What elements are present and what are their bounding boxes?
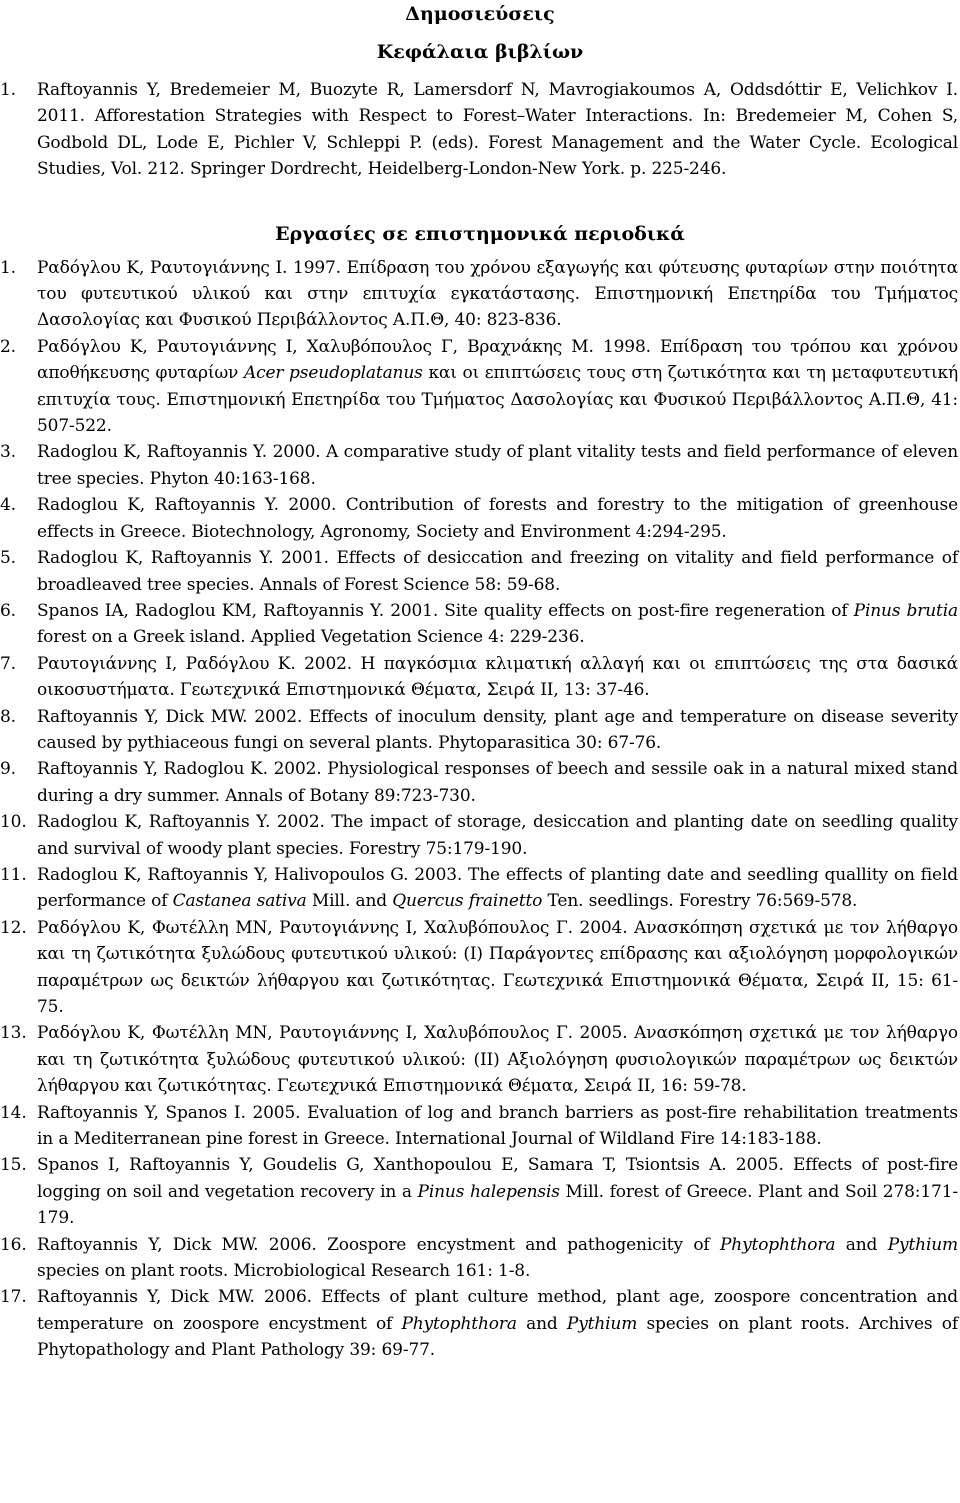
reference-text: Ραδόγλου Κ, Φωτέλλη ΜΝ, Ραυτογιάννης Ι, Χαλυβόπουλος Γ. 2005. Ανασκόπηση σχετικά με τον λήθαργο και τη ζωτικότητα ξυλώδους φυτευτικού υλικού: (ΙΙ) Αξιολόγηση φυσιολογικών παραμέτρων ως δεικτών λήθαργου και ζωτικότητας. Γεωτεχνικά Επιστημονικά Θέματα, Σειρά ΙΙ, 16: 59-78. bbox=[37, 1023, 958, 1097]
reference-item bbox=[0, 77, 960, 183]
reference-number: 7. bbox=[0, 653, 16, 674]
reference-text: Raftoyannis Y, Bredemeier M, Buozyte R, Lamersdorf N, Mavrogiakoumos A, Oddsdóttir E, Velichkov I. 2011. Afforestation Strategies with Respect to Forest–Water Interactions. In: Bredemeier M, Cohen S, Godbold DL, Lode E, Pichler V, Schleppi P. (eds). Forest Management and the Water Cycle. Ecological Studies, Vol. 212. Springer Dordrecht, Heidelberg-London-New York. p. 225-246. bbox=[37, 80, 958, 180]
reference-text: Raftoyannis Y, Dick MW. 2006. Effects of plant culture method, plant age, zoospore concentration and temperature on zoospore encystment of bbox=[37, 1287, 958, 1334]
reference-text: Raftoyannis Y, Radoglou K. 2002. Physiological responses of beech and sessile oak in a natural mixed stand during a dry summer. Annals of Botany 89:723-730. bbox=[37, 759, 958, 806]
reference-text: Ten. seedlings. Forestry 76:569-578. bbox=[542, 891, 858, 912]
reference-text: Ραδόγλου Κ, Ραυτογιάννης Ι, Χαλυβόπουλος Γ, Βραχνάκης Μ. 1998. Επίδραση του τρόπου και χρόνου αποθήκευσης φυταρίων bbox=[37, 336, 958, 384]
reference-item bbox=[0, 439, 960, 492]
reference-number: 14. bbox=[0, 1102, 27, 1123]
reference-item bbox=[0, 1232, 960, 1285]
reference-number: 8. bbox=[0, 706, 16, 727]
species-name-italic: Phytophthora bbox=[401, 1313, 517, 1334]
reference-item bbox=[0, 915, 960, 1021]
reference-number: 6. bbox=[0, 600, 16, 621]
reference-item bbox=[0, 1152, 960, 1231]
reference-text: Ραυτογιάννης Ι, Ραδόγλου Κ. 2002. Η παγκόσμια κλιματική αλλαγή και οι επιπτώσεις της στα δασικά οικοσυστήματα. Γεωτεχνικά Επιστημονικά Θέματα, Σειρά ΙΙ, 13: 37-46. bbox=[37, 653, 958, 701]
reference-item bbox=[0, 492, 960, 545]
reference-text: Radoglou K, Raftoyannis Y. 2000. A comparative study of plant vitality tests and field performance of eleven tree species. Phyton 40:163-168. bbox=[37, 442, 958, 489]
reference-text: and bbox=[516, 1313, 567, 1334]
reference-number: 13. bbox=[0, 1023, 27, 1044]
reference-text: Radoglou K, Raftoyannis Y. 2000. Contribution of forests and forestry to the mitigation of greenhouse effects in Greece. Biotechnology, Agronomy, Society and Environment 4:294-295. bbox=[37, 495, 958, 542]
reference-item bbox=[0, 809, 960, 862]
book-chapters-list bbox=[0, 77, 960, 183]
reference-number: 15. bbox=[0, 1155, 27, 1176]
reference-text: Raftoyannis Y, Spanos I. 2005. Evaluation of log and branch barriers as post-fire rehabilitation treatments in a Mediterranean pine forest in Greece. International Journal of Wildland Fire 14:183-188. bbox=[37, 1102, 958, 1150]
book-chapters-heading: Κεφάλαια βιβλίων bbox=[376, 41, 584, 63]
reference-text: Radoglou K, Raftoyannis Y. 2002. The impact of storage, desiccation and planting date on seedling quality and survival of woody plant species. Forestry 75:179-190. bbox=[37, 812, 958, 859]
reference-number: 3. bbox=[0, 442, 16, 463]
journal-papers-heading: Εργασίες σε επιστημονικά περιοδικά bbox=[275, 222, 685, 245]
reference-number: 9. bbox=[0, 759, 16, 780]
reference-item bbox=[0, 1100, 960, 1153]
reference-number: 17. bbox=[0, 1287, 27, 1308]
reference-number: 12. bbox=[0, 917, 27, 938]
reference-number: 1. bbox=[0, 80, 16, 100]
reference-text: Raftoyannis Y, Dick MW. 2006. Zoospore encystment and pathogenicity of bbox=[37, 1234, 720, 1255]
reference-number: 5. bbox=[0, 548, 16, 569]
reference-item bbox=[0, 651, 960, 704]
reference-text: Radoglou K, Raftoyannis Y. 2001. Effects of desiccation and freezing on vitality and field performance of broadleaved tree species. Annals of Forest Science 58: 59-68. bbox=[37, 548, 958, 595]
reference-item bbox=[0, 1020, 960, 1099]
reference-text: Ραδόγλου Κ, Ραυτογιάννης Ι. 1997. Επίδραση του χρόνου εξαγωγής και φύτευσης φυταρίων στην ποιότητα του φυτευτικού υλικού και στην επιτυχία εγκατάστασης. Επιστημονική Επετηρίδα του Τμήματος Δασολογίας και Φυσικού Περιβάλλοντος Α.Π.Θ, 40: 823-836. bbox=[37, 257, 958, 331]
species-name-italic: Pinus halepensis bbox=[417, 1181, 560, 1202]
species-name-italic: Acer pseudoplatanus bbox=[243, 363, 423, 384]
reference-text: Mill. and bbox=[306, 891, 393, 912]
reference-text: Ραδόγλου Κ, Φωτέλλη ΜΝ, Ραυτογιάννης Ι, Χαλυβόπουλος Γ. 2004. Ανασκόπηση σχετικά με τον λήθαργο και τη ζωτικότητα ξυλώδους φυτευτικού υλικού: (Ι) Παράγοντες επίδρασης και αξιολόγηση μορφολογικών παραμέτρων ως δεικτών λήθαργου και ζωτικότητας. Γεωτεχνικά Επιστημονικά Θέματα, Σειρά ΙΙ, 15: 61-75. bbox=[37, 917, 958, 1017]
reference-item bbox=[0, 545, 960, 598]
reference-number: 16. bbox=[0, 1234, 27, 1255]
reference-text: Raftoyannis Y, Dick MW. 2002. Effects of inoculum density, plant age and temperature on disease severity caused by pythiaceous fungi on several plants. Phytoparasitica 30: 67-76. bbox=[37, 706, 958, 753]
reference-item bbox=[0, 862, 960, 915]
species-name-italic: Quercus frainetto bbox=[392, 891, 543, 912]
reference-text: forest on a Greek island. Applied Vegetation Science 4: 229-236. bbox=[37, 627, 585, 648]
reference-text: species on plant roots. Archives of Phytopathology and Plant Pathology 39: 69-77. bbox=[37, 1313, 958, 1361]
reference-number: 2. bbox=[0, 336, 16, 357]
species-name-italic: Phytophthora bbox=[719, 1234, 836, 1255]
reference-text: Mill. forest of Greece. Plant and Soil 278:171-179. bbox=[37, 1181, 958, 1229]
publications-heading: Δημοσιεύσεις bbox=[405, 3, 555, 25]
journal-papers-list bbox=[0, 255, 960, 1364]
reference-text: Spanos IA, Radoglou KM, Raftoyannis Y. 2001. Site quality effects on post-fire regeneration of bbox=[37, 600, 854, 621]
reference-item bbox=[0, 704, 960, 757]
reference-item bbox=[0, 598, 960, 651]
reference-text: species on plant roots. Microbiological Research 161: 1-8. bbox=[37, 1261, 531, 1282]
reference-text: και οι επιπτώσεις τους στη ζωτικότητα και τη μεταφυτευτική επιτυχία τους. Επιστημονική Επετηρίδα του Τμήματος Δασολογίας και Φυσικού Περιβάλλοντος Α.Π.Θ, 41: 507-522. bbox=[37, 363, 958, 437]
reference-item bbox=[0, 334, 960, 440]
reference-text: and bbox=[835, 1234, 888, 1255]
reference-number: 4. bbox=[0, 495, 16, 516]
reference-number: 11. bbox=[0, 864, 27, 885]
species-name-italic: Pythium bbox=[887, 1234, 958, 1255]
species-name-italic: Pythium bbox=[566, 1313, 638, 1334]
reference-item bbox=[0, 255, 960, 334]
reference-number: 1. bbox=[0, 257, 16, 278]
reference-number: 10. bbox=[0, 812, 27, 833]
species-name-italic: Pinus brutia bbox=[853, 600, 958, 621]
reference-item bbox=[0, 1284, 960, 1363]
reference-text: Spanos I, Raftoyannis Y, Goudelis G, Xanthopoulou E, Samara T, Tsiontsis A. 2005. Effects of post-fire logging on soil and vegetation recovery in a bbox=[37, 1155, 958, 1202]
reference-item bbox=[0, 756, 960, 809]
species-name-italic: Castanea sativa bbox=[172, 891, 307, 912]
reference-text: Radoglou K, Raftoyannis Y, Halivopoulos G. 2003. The effects of planting date and seedling quallity on field performance of bbox=[37, 864, 958, 912]
